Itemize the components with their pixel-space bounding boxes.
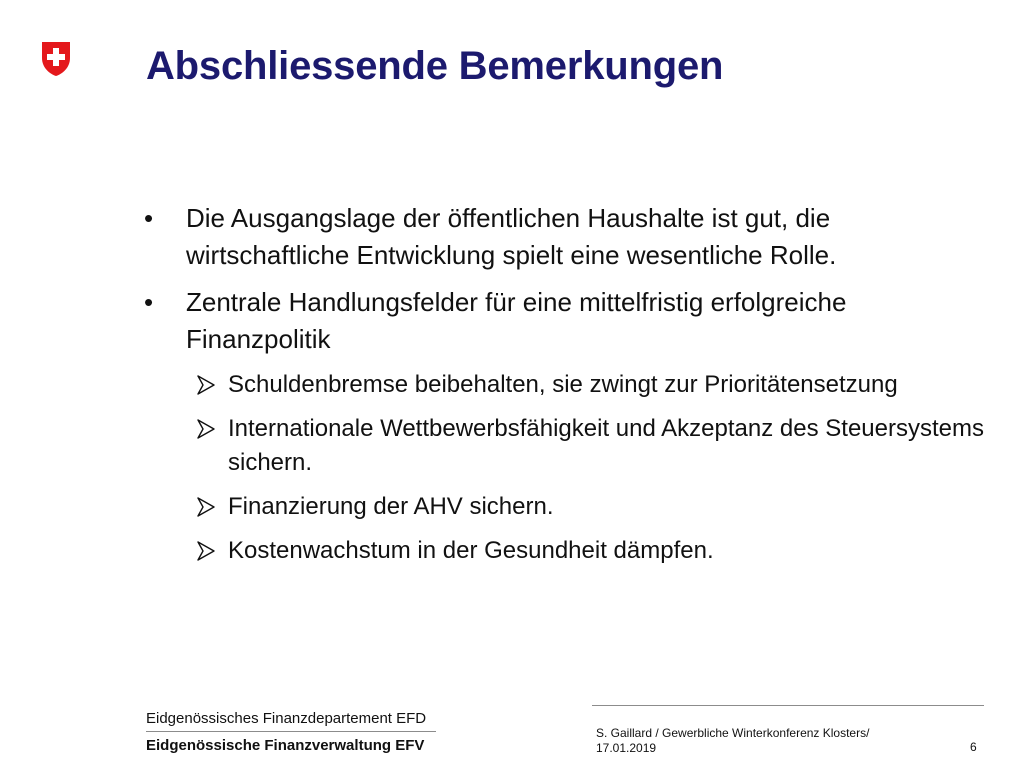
arrow-bullet-icon bbox=[196, 374, 216, 396]
bullet-text: Die Ausgangslage der öffentlichen Haushalte ist gut, die wirtschaftliche Entwicklung spielt eine wesentliche Rolle. bbox=[186, 203, 837, 270]
footer-divider-left bbox=[146, 731, 436, 732]
footer-divider-right bbox=[592, 705, 984, 706]
swiss-coat-of-arms-icon bbox=[40, 40, 72, 78]
bullet-marker: • bbox=[144, 203, 154, 233]
sub-bullet-item bbox=[140, 412, 990, 480]
arrow-bullet-icon bbox=[196, 418, 216, 440]
bullet-item bbox=[140, 284, 990, 358]
sub-bullet-item bbox=[140, 368, 990, 402]
footer-author-event: S. Gaillard / Gewerbliche Winterkonferenz Klosters/ bbox=[596, 726, 870, 740]
sub-bullet-text: Finanzierung der AHV sichern. bbox=[228, 493, 554, 520]
sub-bullet-item bbox=[140, 490, 990, 524]
footer-organization bbox=[146, 709, 526, 754]
sub-bullet-text: Schuldenbremse beibehalten, sie zwingt zur Prioritätensetzung bbox=[228, 371, 898, 398]
page-number: 6 bbox=[970, 740, 977, 754]
bullet-marker: • bbox=[144, 287, 154, 317]
sub-bullet-text: Internationale Wettbewerbsfähigkeit und Akzeptanz des Steuersystems sichern. bbox=[228, 415, 984, 476]
sub-bullet-item bbox=[140, 534, 990, 568]
bullet-item bbox=[140, 200, 990, 274]
sub-bullet-text: Kostenwachstum in der Gesundheit dämpfen. bbox=[228, 537, 714, 564]
footer-date: 17.01.2019 bbox=[596, 741, 657, 755]
arrow-bullet-icon bbox=[196, 496, 216, 518]
bullet-text: Zentrale Handlungsfelder für eine mittelfristig erfolgreiche Finanzpolitik bbox=[186, 287, 847, 354]
footer-office: Eidgenössische Finanzverwaltung EFV bbox=[146, 737, 425, 754]
footer-department: Eidgenössisches Finanzdepartement EFD bbox=[146, 710, 427, 727]
slide-content bbox=[140, 200, 990, 578]
arrow-bullet-icon bbox=[196, 540, 216, 562]
slide-title: Abschliessende Bemerkungen bbox=[146, 44, 724, 88]
footer-meta bbox=[596, 726, 896, 756]
